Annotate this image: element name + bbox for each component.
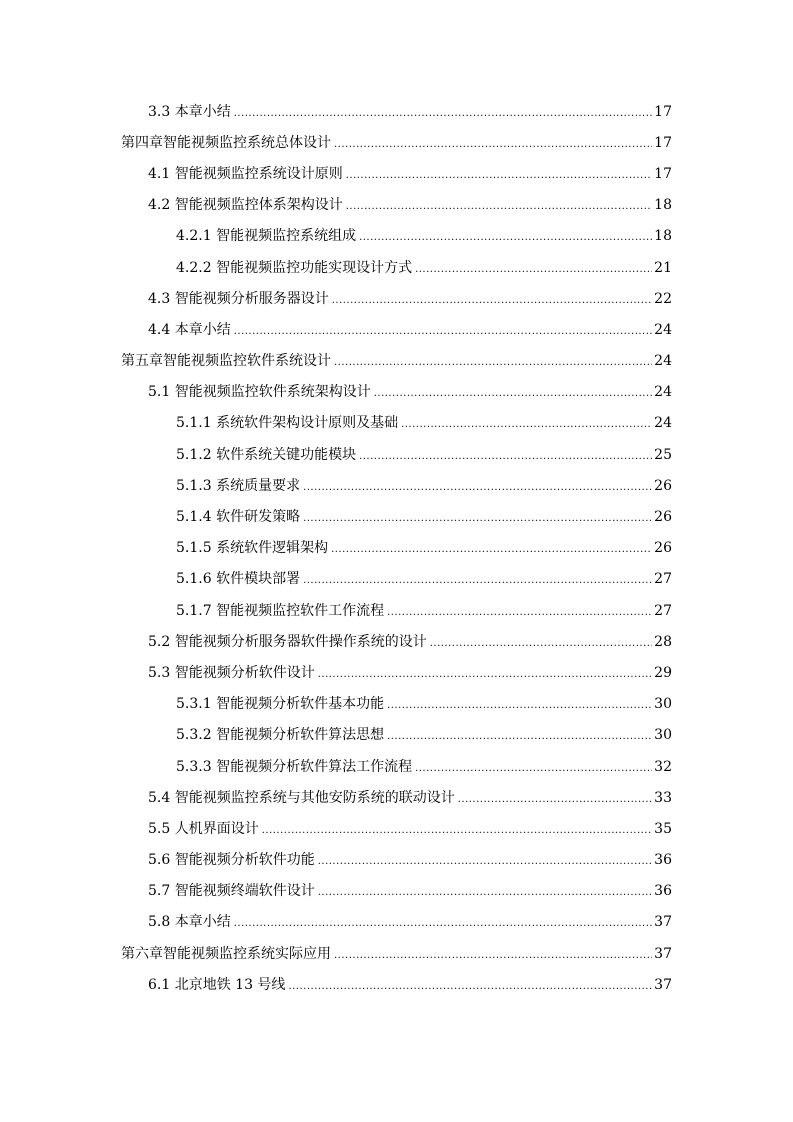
toc-dot-leader bbox=[234, 323, 652, 337]
toc-dot-leader bbox=[332, 292, 652, 306]
toc-entry[interactable] bbox=[0, 439, 793, 470]
toc-dot-leader bbox=[430, 635, 652, 649]
toc-entry-title: 第五章智能视频监控软件系统设计 bbox=[121, 353, 331, 370]
toc-entry[interactable] bbox=[0, 377, 793, 408]
toc-entry-page-number: 33 bbox=[654, 789, 672, 806]
toc-entry-title: 5.1.5 系统软件逻辑架构 bbox=[176, 540, 329, 557]
toc-entry-title: 3.3 本章小结 bbox=[148, 103, 231, 120]
toc-entry-title: 5.1.4 软件研发策略 bbox=[176, 509, 301, 526]
toc-entry-page-number: 26 bbox=[654, 540, 672, 557]
toc-entry[interactable] bbox=[0, 221, 793, 252]
toc-entry[interactable] bbox=[0, 595, 793, 626]
toc-entry[interactable] bbox=[0, 813, 793, 844]
toc-dot-leader bbox=[374, 385, 652, 399]
toc-dot-leader bbox=[303, 510, 652, 524]
toc-dot-leader bbox=[346, 167, 652, 181]
toc-entry-page-number: 36 bbox=[654, 852, 672, 869]
toc-entry[interactable] bbox=[0, 564, 793, 595]
toc-entry-page-number: 28 bbox=[654, 633, 672, 650]
toc-dot-leader bbox=[387, 604, 652, 618]
toc-entry-page-number: 27 bbox=[654, 602, 672, 619]
toc-dot-leader bbox=[303, 572, 652, 586]
toc-entry-title: 5.1.2 软件系统关键功能模块 bbox=[176, 446, 357, 463]
toc-dot-leader bbox=[401, 416, 652, 430]
toc-entry[interactable] bbox=[0, 845, 793, 876]
toc-entry-page-number: 37 bbox=[654, 945, 672, 962]
toc-entry-title: 5.1.6 软件模块部署 bbox=[176, 571, 301, 588]
toc-entry[interactable] bbox=[0, 408, 793, 439]
toc-entry[interactable] bbox=[0, 252, 793, 283]
toc-dot-leader bbox=[331, 541, 652, 555]
toc-entry[interactable] bbox=[0, 720, 793, 751]
toc-entry-page-number: 24 bbox=[654, 384, 672, 401]
toc-dot-leader bbox=[415, 261, 652, 275]
toc-dot-leader bbox=[359, 448, 652, 462]
toc-entry-title: 5.6 智能视频分析软件功能 bbox=[148, 852, 315, 869]
toc-entry-page-number: 37 bbox=[654, 914, 672, 931]
toc-entry-title: 4.2.1 智能视频监控系统组成 bbox=[176, 228, 357, 245]
toc-entry-title: 5.2 智能视频分析服务器软件操作系统的设计 bbox=[148, 633, 427, 650]
toc-entry-page-number: 30 bbox=[654, 696, 672, 713]
toc-entry-title: 5.4 智能视频监控系统与其他安防系统的联动设计 bbox=[148, 789, 455, 806]
toc-entry-page-number: 17 bbox=[654, 103, 672, 120]
toc-entry[interactable] bbox=[0, 96, 793, 127]
toc-dot-leader bbox=[415, 760, 652, 774]
toc-entry-title: 5.3.1 智能视频分析软件基本功能 bbox=[176, 696, 385, 713]
toc-entry-title: 5.1.7 智能视频监控软件工作流程 bbox=[176, 602, 385, 619]
toc-dot-leader bbox=[346, 198, 652, 212]
toc-entry-title: 5.5 人机界面设计 bbox=[148, 820, 259, 837]
toc-dot-leader bbox=[318, 884, 652, 898]
toc-entry-page-number: 21 bbox=[654, 259, 672, 276]
toc-entry-title: 5.3 智能视频分析软件设计 bbox=[148, 664, 315, 681]
toc-entry-title: 第六章智能视频监控系统实际应用 bbox=[121, 945, 331, 962]
toc-dot-leader bbox=[334, 354, 652, 368]
toc-dot-leader bbox=[387, 697, 652, 711]
toc-entry-title: 5.8 本章小结 bbox=[148, 914, 231, 931]
toc-entry[interactable] bbox=[0, 470, 793, 501]
toc-entry[interactable] bbox=[0, 907, 793, 938]
toc-dot-leader bbox=[458, 791, 652, 805]
toc-entry[interactable] bbox=[0, 782, 793, 813]
toc-dot-leader bbox=[234, 105, 652, 119]
toc-entry-page-number: 35 bbox=[654, 820, 672, 837]
toc-entry-title: 4.2 智能视频监控体系架构设计 bbox=[148, 197, 343, 214]
toc-entry-page-number: 27 bbox=[654, 571, 672, 588]
toc-entry-title: 4.3 智能视频分析服务器设计 bbox=[148, 290, 329, 307]
toc-entry[interactable] bbox=[0, 501, 793, 532]
toc-entry-page-number: 29 bbox=[654, 664, 672, 681]
toc-dot-leader bbox=[387, 728, 652, 742]
toc-entry-title: 6.1 北京地铁 13 号线 bbox=[148, 976, 286, 993]
toc-entry-page-number: 17 bbox=[654, 134, 672, 151]
toc-entry[interactable] bbox=[0, 938, 793, 969]
toc-entry[interactable] bbox=[0, 751, 793, 782]
toc-entry-title: 第四章智能视频监控系统总体设计 bbox=[121, 134, 331, 151]
toc-dot-leader bbox=[303, 479, 652, 493]
toc-entry-page-number: 24 bbox=[654, 353, 672, 370]
toc-entry[interactable] bbox=[0, 190, 793, 221]
toc-entry-page-number: 26 bbox=[654, 509, 672, 526]
toc-entry[interactable] bbox=[0, 969, 793, 1000]
toc-entry-page-number: 32 bbox=[654, 758, 672, 775]
toc-dot-leader bbox=[262, 822, 652, 836]
toc-entry-page-number: 24 bbox=[654, 321, 672, 338]
toc-entry[interactable] bbox=[0, 689, 793, 720]
toc-entry[interactable] bbox=[0, 283, 793, 314]
toc-entry-page-number: 18 bbox=[654, 228, 672, 245]
toc-entry[interactable] bbox=[0, 127, 793, 158]
toc-entry[interactable] bbox=[0, 314, 793, 345]
toc-entry-page-number: 26 bbox=[654, 477, 672, 494]
toc-entry-title: 5.1.3 系统质量要求 bbox=[176, 477, 301, 494]
toc-dot-leader bbox=[318, 853, 652, 867]
toc-entry[interactable] bbox=[0, 158, 793, 189]
toc-entry[interactable] bbox=[0, 626, 793, 657]
toc-entry-title: 4.2.2 智能视频监控功能实现设计方式 bbox=[176, 259, 413, 276]
toc-dot-leader bbox=[288, 978, 652, 992]
toc-entry-title: 4.1 智能视频监控系统设计原则 bbox=[148, 165, 343, 182]
toc-entry-page-number: 37 bbox=[654, 976, 672, 993]
toc-entry-page-number: 18 bbox=[654, 197, 672, 214]
toc-entry-page-number: 24 bbox=[654, 415, 672, 432]
toc-entry[interactable] bbox=[0, 533, 793, 564]
toc-dot-leader bbox=[359, 229, 652, 243]
toc-entry-title: 5.3.3 智能视频分析软件算法工作流程 bbox=[176, 758, 413, 775]
toc-entry-page-number: 36 bbox=[654, 883, 672, 900]
toc-dot-leader bbox=[334, 947, 652, 961]
toc-dot-leader bbox=[334, 136, 652, 150]
toc-entry[interactable] bbox=[0, 876, 793, 907]
toc-entry-title: 5.1 智能视频监控软件系统架构设计 bbox=[148, 384, 371, 401]
toc-entry-title: 5.7 智能视频终端软件设计 bbox=[148, 883, 315, 900]
toc-dot-leader bbox=[234, 915, 652, 929]
toc-entry-page-number: 22 bbox=[654, 290, 672, 307]
toc-entry[interactable] bbox=[0, 346, 793, 377]
toc-dot-leader bbox=[318, 666, 652, 680]
toc-entry-title: 5.1.1 系统软件架构设计原则及基础 bbox=[176, 415, 399, 432]
toc-entry-page-number: 30 bbox=[654, 727, 672, 744]
toc-entry-title: 5.3.2 智能视频分析软件算法思想 bbox=[176, 727, 385, 744]
table-of-contents bbox=[0, 96, 793, 1000]
toc-entry[interactable] bbox=[0, 657, 793, 688]
toc-entry-page-number: 17 bbox=[654, 165, 672, 182]
toc-entry-title: 4.4 本章小结 bbox=[148, 321, 231, 338]
toc-entry-page-number: 25 bbox=[654, 446, 672, 463]
